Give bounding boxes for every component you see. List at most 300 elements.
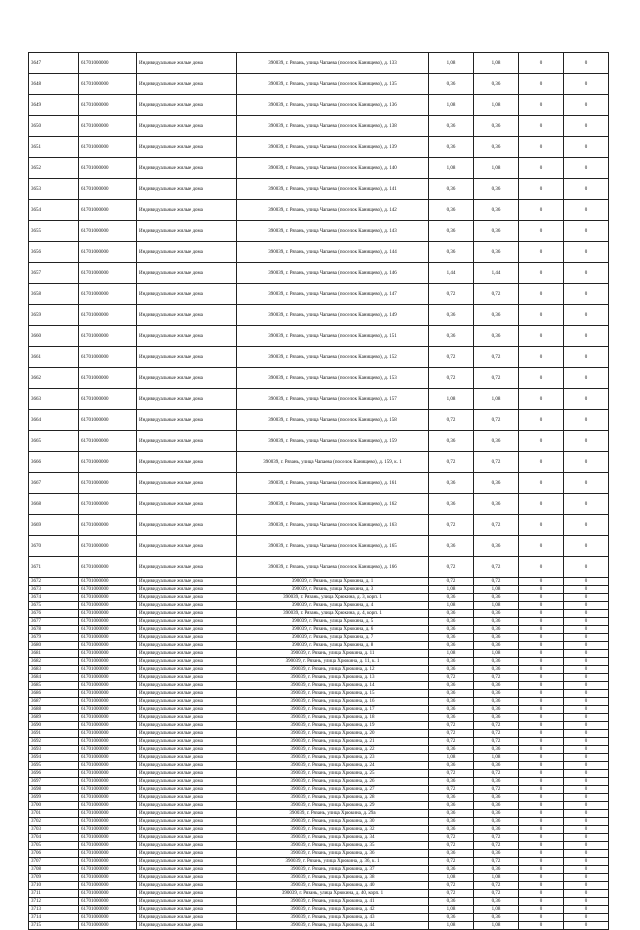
value-1-cell: 1,08: [429, 53, 474, 74]
value-1-cell: 0,36: [429, 179, 474, 200]
value-1-cell: 0,72: [429, 557, 474, 578]
value-1-cell: 0,36: [429, 536, 474, 557]
value-3-cell: 0: [519, 158, 564, 179]
value-2-cell: 0,36: [474, 850, 519, 858]
table-body: [29, 53, 609, 930]
table-row: [29, 770, 609, 778]
value-3-cell: 0: [519, 242, 564, 263]
value-4-cell: 0: [564, 690, 609, 698]
address-cell: 390039, г. Рязань, улица Чапаева (поселок Канищево), д. 161: [237, 473, 429, 494]
building-type-cell: Индивидуальные жилые дома: [137, 618, 237, 626]
oktmo-code-cell: 61701000000: [79, 842, 137, 850]
value-3-cell: 0: [519, 610, 564, 618]
row-number-cell: 3678: [29, 626, 79, 634]
address-cell: 390039, г. Рязань, улица Хрюкина, д. 32: [237, 826, 429, 834]
table-row: [29, 602, 609, 610]
value-4-cell: 0: [564, 866, 609, 874]
value-3-cell: 0: [519, 557, 564, 578]
table-row: [29, 610, 609, 618]
address-cell: 390039, г. Рязань, улица Хрюкина, д. 8: [237, 642, 429, 650]
building-type-cell: Индивидуальные жилые дома: [137, 826, 237, 834]
building-type-cell: Индивидуальные жилые дома: [137, 494, 237, 515]
building-type-cell: Индивидуальные жилые дома: [137, 515, 237, 536]
value-1-cell: 0,72: [429, 858, 474, 866]
table-row: [29, 762, 609, 770]
table-row: [29, 730, 609, 738]
address-cell: 390039, г. Рязань, улица Хрюкина, д. 36, к. 1: [237, 858, 429, 866]
value-4-cell: 0: [564, 602, 609, 610]
value-3-cell: 0: [519, 682, 564, 690]
address-cell: 390039, г. Рязань, улица Чапаева (поселок Канищево), д. 165: [237, 536, 429, 557]
value-1-cell: 0,72: [429, 284, 474, 305]
row-number-cell: 3654: [29, 200, 79, 221]
building-type-cell: Индивидуальные жилые дома: [137, 858, 237, 866]
table-row: [29, 858, 609, 866]
value-3-cell: 0: [519, 389, 564, 410]
oktmo-code-cell: 61701000000: [79, 452, 137, 473]
row-number-cell: 3711: [29, 890, 79, 898]
oktmo-code-cell: 61701000000: [79, 650, 137, 658]
value-2-cell: 1,08: [474, 53, 519, 74]
value-4-cell: 0: [564, 389, 609, 410]
table-row: [29, 898, 609, 906]
oktmo-code-cell: 61701000000: [79, 826, 137, 834]
value-2-cell: 0,72: [474, 730, 519, 738]
table-row: [29, 666, 609, 674]
value-3-cell: 0: [519, 95, 564, 116]
table-row: [29, 738, 609, 746]
value-3-cell: 0: [519, 690, 564, 698]
oktmo-code-cell: 61701000000: [79, 74, 137, 95]
building-type-cell: Индивидуальные жилые дома: [137, 834, 237, 842]
address-cell: 390039, г. Рязань, улица Чапаева (поселок Канищево), д. 138: [237, 116, 429, 137]
value-4-cell: 0: [564, 610, 609, 618]
row-number-cell: 3669: [29, 515, 79, 536]
oktmo-code-cell: 61701000000: [79, 682, 137, 690]
value-3-cell: 0: [519, 882, 564, 890]
value-4-cell: 0: [564, 858, 609, 866]
value-1-cell: 0,36: [429, 698, 474, 706]
value-2-cell: 0,72: [474, 515, 519, 536]
value-4-cell: 0: [564, 818, 609, 826]
value-1-cell: 1,08: [429, 158, 474, 179]
value-3-cell: 0: [519, 642, 564, 650]
oktmo-code-cell: 61701000000: [79, 158, 137, 179]
value-1-cell: 0,36: [429, 658, 474, 666]
row-number-cell: 3655: [29, 221, 79, 242]
building-type-cell: Индивидуальные жилые дома: [137, 53, 237, 74]
value-2-cell: 0,36: [474, 594, 519, 602]
value-4-cell: 0: [564, 578, 609, 586]
building-type-cell: Индивидуальные жилые дома: [137, 778, 237, 786]
value-4-cell: 0: [564, 263, 609, 284]
building-type-cell: Индивидуальные жилые дома: [137, 634, 237, 642]
value-1-cell: 1,08: [429, 650, 474, 658]
table-row: [29, 634, 609, 642]
table-row: [29, 200, 609, 221]
value-2-cell: 1,44: [474, 263, 519, 284]
value-2-cell: 0,36: [474, 826, 519, 834]
building-type-cell: Индивидуальные жилые дома: [137, 890, 237, 898]
table-row: [29, 746, 609, 754]
row-number-cell: 3668: [29, 494, 79, 515]
oktmo-code-cell: 61701000000: [79, 866, 137, 874]
row-number-cell: 3672: [29, 578, 79, 586]
building-type-cell: Индивидуальные жилые дома: [137, 922, 237, 930]
row-number-cell: 3652: [29, 158, 79, 179]
oktmo-code-cell: 61701000000: [79, 714, 137, 722]
value-2-cell: 0,72: [474, 890, 519, 898]
value-3-cell: 0: [519, 658, 564, 666]
value-1-cell: 0,36: [429, 826, 474, 834]
building-type-cell: Индивидуальные жилые дома: [137, 74, 237, 95]
value-4-cell: 0: [564, 802, 609, 810]
oktmo-code-cell: 61701000000: [79, 746, 137, 754]
address-cell: 390039, г. Рязань, улица Хрюкина, д. 37: [237, 866, 429, 874]
value-2-cell: 0,36: [474, 221, 519, 242]
building-type-cell: Индивидуальные жилые дома: [137, 698, 237, 706]
value-2-cell: 1,08: [474, 389, 519, 410]
oktmo-code-cell: 61701000000: [79, 116, 137, 137]
value-4-cell: 0: [564, 842, 609, 850]
table-row: [29, 494, 609, 515]
table-row: [29, 221, 609, 242]
value-4-cell: 0: [564, 536, 609, 557]
table-row: [29, 674, 609, 682]
value-4-cell: 0: [564, 305, 609, 326]
building-type-cell: Индивидуальные жилые дома: [137, 431, 237, 452]
row-number-cell: 3690: [29, 722, 79, 730]
oktmo-code-cell: 61701000000: [79, 770, 137, 778]
address-cell: 390039, г. Рязань, улица Чапаева (поселок Канищево), д. 151: [237, 326, 429, 347]
row-number-cell: 3681: [29, 650, 79, 658]
value-4-cell: 0: [564, 754, 609, 762]
value-4-cell: 0: [564, 594, 609, 602]
row-number-cell: 3677: [29, 618, 79, 626]
table-row: [29, 818, 609, 826]
value-2-cell: 1,08: [474, 95, 519, 116]
value-2-cell: 0,72: [474, 284, 519, 305]
building-type-cell: Индивидуальные жилые дома: [137, 666, 237, 674]
oktmo-code-cell: 61701000000: [79, 898, 137, 906]
value-1-cell: 0,36: [429, 326, 474, 347]
table-row: [29, 95, 609, 116]
value-2-cell: 0,72: [474, 738, 519, 746]
row-number-cell: 3701: [29, 810, 79, 818]
row-number-cell: 3702: [29, 818, 79, 826]
value-4-cell: 0: [564, 634, 609, 642]
row-number-cell: 3679: [29, 634, 79, 642]
building-type-cell: Индивидуальные жилые дома: [137, 368, 237, 389]
value-4-cell: 0: [564, 179, 609, 200]
row-number-cell: 3710: [29, 882, 79, 890]
value-3-cell: 0: [519, 786, 564, 794]
row-number-cell: 3715: [29, 922, 79, 930]
table-row: [29, 882, 609, 890]
value-3-cell: 0: [519, 914, 564, 922]
building-type-cell: Индивидуальные жилые дома: [137, 802, 237, 810]
building-type-cell: Индивидуальные жилые дома: [137, 410, 237, 431]
building-type-cell: Индивидуальные жилые дома: [137, 722, 237, 730]
table-row: [29, 890, 609, 898]
value-4-cell: 0: [564, 730, 609, 738]
table-row: [29, 515, 609, 536]
value-3-cell: 0: [519, 578, 564, 586]
value-1-cell: 0,72: [429, 770, 474, 778]
value-4-cell: 0: [564, 368, 609, 389]
address-cell: 390039, г. Рязань, улица Хрюкина, д. 21: [237, 738, 429, 746]
value-1-cell: 0,36: [429, 137, 474, 158]
value-4-cell: 0: [564, 666, 609, 674]
address-cell: 390039, г. Рязань, улица Чапаева (поселок Канищево), д. 136: [237, 95, 429, 116]
value-2-cell: 0,36: [474, 778, 519, 786]
building-type-cell: Индивидуальные жилые дома: [137, 810, 237, 818]
oktmo-code-cell: 61701000000: [79, 762, 137, 770]
address-cell: 390039, г. Рязань, улица Чапаева (поселок Канищево), д. 147: [237, 284, 429, 305]
oktmo-code-cell: 61701000000: [79, 242, 137, 263]
address-cell: 390039, г. Рязань, улица Хрюкина, д. 4: [237, 602, 429, 610]
table-row: [29, 834, 609, 842]
value-1-cell: 0,36: [429, 914, 474, 922]
value-2-cell: 0,36: [474, 137, 519, 158]
value-2-cell: 0,36: [474, 698, 519, 706]
value-1-cell: 0,72: [429, 410, 474, 431]
value-3-cell: 0: [519, 834, 564, 842]
building-type-cell: Индивидуальные жилые дома: [137, 95, 237, 116]
value-1-cell: 0,36: [429, 682, 474, 690]
oktmo-code-cell: 61701000000: [79, 494, 137, 515]
address-cell: 390039, г. Рязань, улица Хрюкина, д. 1: [237, 578, 429, 586]
value-3-cell: 0: [519, 722, 564, 730]
address-cell: 390039, г. Рязань, улица Чапаева (поселок Канищево), д. 163: [237, 515, 429, 536]
value-4-cell: 0: [564, 738, 609, 746]
row-number-cell: 3686: [29, 690, 79, 698]
oktmo-code-cell: 61701000000: [79, 473, 137, 494]
value-3-cell: 0: [519, 368, 564, 389]
row-number-cell: 3704: [29, 834, 79, 842]
value-3-cell: 0: [519, 650, 564, 658]
building-type-cell: Индивидуальные жилые дома: [137, 200, 237, 221]
oktmo-code-cell: 61701000000: [79, 389, 137, 410]
value-4-cell: 0: [564, 284, 609, 305]
row-number-cell: 3683: [29, 666, 79, 674]
value-4-cell: 0: [564, 494, 609, 515]
value-4-cell: 0: [564, 698, 609, 706]
value-2-cell: 0,36: [474, 494, 519, 515]
value-1-cell: 0,72: [429, 730, 474, 738]
value-4-cell: 0: [564, 794, 609, 802]
value-4-cell: 0: [564, 586, 609, 594]
value-2-cell: 0,36: [474, 473, 519, 494]
table-row: [29, 826, 609, 834]
building-type-cell: Индивидуальные жилые дома: [137, 179, 237, 200]
value-1-cell: 0,36: [429, 221, 474, 242]
address-cell: 390039, г. Рязань, улица Чапаева (поселок Канищево), д. 139: [237, 137, 429, 158]
value-4-cell: 0: [564, 898, 609, 906]
oktmo-code-cell: 61701000000: [79, 642, 137, 650]
row-number-cell: 3661: [29, 347, 79, 368]
value-4-cell: 0: [564, 786, 609, 794]
value-1-cell: 0,36: [429, 762, 474, 770]
value-3-cell: 0: [519, 770, 564, 778]
value-3-cell: 0: [519, 473, 564, 494]
value-1-cell: 0,72: [429, 882, 474, 890]
row-number-cell: 3675: [29, 602, 79, 610]
value-1-cell: 0,36: [429, 594, 474, 602]
table-row: [29, 578, 609, 586]
row-number-cell: 3663: [29, 389, 79, 410]
value-4-cell: 0: [564, 906, 609, 914]
address-cell: 390039, г. Рязань, улица Хрюкина, д. 4, корп. 1: [237, 610, 429, 618]
address-table: [28, 52, 609, 930]
value-1-cell: 0,72: [429, 578, 474, 586]
building-type-cell: Индивидуальные жилые дома: [137, 874, 237, 882]
row-number-cell: 3656: [29, 242, 79, 263]
building-type-cell: Индивидуальные жилые дома: [137, 642, 237, 650]
value-4-cell: 0: [564, 116, 609, 137]
value-4-cell: 0: [564, 746, 609, 754]
table-row: [29, 618, 609, 626]
building-type-cell: Индивидуальные жилые дома: [137, 650, 237, 658]
row-number-cell: 3685: [29, 682, 79, 690]
value-1-cell: 0,36: [429, 794, 474, 802]
value-3-cell: 0: [519, 794, 564, 802]
address-cell: 390039, г. Рязань, улица Чапаева (поселок Канищево), д. 166: [237, 557, 429, 578]
oktmo-code-cell: 61701000000: [79, 818, 137, 826]
row-number-cell: 3691: [29, 730, 79, 738]
value-1-cell: 1,44: [429, 263, 474, 284]
oktmo-code-cell: 61701000000: [79, 674, 137, 682]
oktmo-code-cell: 61701000000: [79, 690, 137, 698]
value-1-cell: 1,08: [429, 586, 474, 594]
value-4-cell: 0: [564, 53, 609, 74]
value-4-cell: 0: [564, 431, 609, 452]
value-3-cell: 0: [519, 778, 564, 786]
value-2-cell: 0,72: [474, 452, 519, 473]
value-4-cell: 0: [564, 95, 609, 116]
value-2-cell: 1,08: [474, 602, 519, 610]
row-number-cell: 3713: [29, 906, 79, 914]
building-type-cell: Индивидуальные жилые дома: [137, 610, 237, 618]
address-cell: 390039, г. Рязань, улица Хрюкина, д. 14: [237, 682, 429, 690]
value-1-cell: 1,08: [429, 906, 474, 914]
building-type-cell: Индивидуальные жилые дома: [137, 754, 237, 762]
building-type-cell: Индивидуальные жилые дома: [137, 786, 237, 794]
value-3-cell: 0: [519, 536, 564, 557]
value-4-cell: 0: [564, 626, 609, 634]
value-1-cell: 0,36: [429, 642, 474, 650]
table-row: [29, 284, 609, 305]
value-2-cell: 0,36: [474, 642, 519, 650]
oktmo-code-cell: 61701000000: [79, 786, 137, 794]
value-2-cell: 0,72: [474, 368, 519, 389]
value-1-cell: 0,36: [429, 242, 474, 263]
oktmo-code-cell: 61701000000: [79, 730, 137, 738]
row-number-cell: 3658: [29, 284, 79, 305]
value-2-cell: 0,36: [474, 536, 519, 557]
oktmo-code-cell: 61701000000: [79, 53, 137, 74]
table-row: [29, 802, 609, 810]
value-3-cell: 0: [519, 410, 564, 431]
value-1-cell: 0,36: [429, 690, 474, 698]
address-cell: 390039, г. Рязань, улица Хрюкина, д. 35: [237, 842, 429, 850]
building-type-cell: Индивидуальные жилые дома: [137, 242, 237, 263]
oktmo-code-cell: 61701000000: [79, 578, 137, 586]
value-4-cell: 0: [564, 74, 609, 95]
row-number-cell: 3657: [29, 263, 79, 284]
value-4-cell: 0: [564, 410, 609, 431]
building-type-cell: Индивидуальные жилые дома: [137, 866, 237, 874]
value-3-cell: 0: [519, 602, 564, 610]
row-number-cell: 3693: [29, 746, 79, 754]
table-row: [29, 866, 609, 874]
value-2-cell: 0,72: [474, 882, 519, 890]
table-row: [29, 389, 609, 410]
table-row: [29, 914, 609, 922]
value-1-cell: 1,08: [429, 754, 474, 762]
building-type-cell: Индивидуальные жилые дома: [137, 594, 237, 602]
value-4-cell: 0: [564, 706, 609, 714]
value-3-cell: 0: [519, 618, 564, 626]
address-cell: 390039, г. Рязань, улица Чапаева (поселок Канищево), д. 153: [237, 368, 429, 389]
value-1-cell: 0,72: [429, 738, 474, 746]
value-4-cell: 0: [564, 650, 609, 658]
value-2-cell: 1,08: [474, 874, 519, 882]
value-4-cell: 0: [564, 682, 609, 690]
oktmo-code-cell: 61701000000: [79, 137, 137, 158]
row-number-cell: 3709: [29, 874, 79, 882]
address-cell: 390039, г. Рязань, улица Чапаева (поселок Канищево), д. 162: [237, 494, 429, 515]
value-2-cell: 0,36: [474, 200, 519, 221]
value-4-cell: 0: [564, 770, 609, 778]
building-type-cell: Индивидуальные жилые дома: [137, 263, 237, 284]
oktmo-code-cell: 61701000000: [79, 802, 137, 810]
row-number-cell: 3705: [29, 842, 79, 850]
address-cell: 390039, г. Рязань, улица Хрюкина, д. 11: [237, 650, 429, 658]
building-type-cell: Индивидуальные жилые дома: [137, 818, 237, 826]
oktmo-code-cell: 61701000000: [79, 410, 137, 431]
value-3-cell: 0: [519, 221, 564, 242]
row-number-cell: 3647: [29, 53, 79, 74]
oktmo-code-cell: 61701000000: [79, 850, 137, 858]
address-cell: 390039, г. Рязань, улица Хрюкина, д. 15: [237, 690, 429, 698]
value-2-cell: 0,36: [474, 610, 519, 618]
building-type-cell: Индивидуальные жилые дома: [137, 116, 237, 137]
value-1-cell: 1,08: [429, 922, 474, 930]
table-row: [29, 305, 609, 326]
value-1-cell: 0,36: [429, 706, 474, 714]
value-4-cell: 0: [564, 642, 609, 650]
value-3-cell: 0: [519, 714, 564, 722]
table-row: [29, 410, 609, 431]
value-1-cell: 1,08: [429, 389, 474, 410]
building-type-cell: Индивидуальные жилые дома: [137, 682, 237, 690]
table-row: [29, 368, 609, 389]
value-4-cell: 0: [564, 834, 609, 842]
value-1-cell: 0,36: [429, 626, 474, 634]
value-3-cell: 0: [519, 698, 564, 706]
value-3-cell: 0: [519, 906, 564, 914]
value-2-cell: 1,08: [474, 650, 519, 658]
table-row: [29, 722, 609, 730]
value-2-cell: 1,08: [474, 586, 519, 594]
oktmo-code-cell: 61701000000: [79, 305, 137, 326]
oktmo-code-cell: 61701000000: [79, 515, 137, 536]
table-row: [29, 650, 609, 658]
table-row: [29, 786, 609, 794]
oktmo-code-cell: 61701000000: [79, 706, 137, 714]
oktmo-code-cell: 61701000000: [79, 586, 137, 594]
